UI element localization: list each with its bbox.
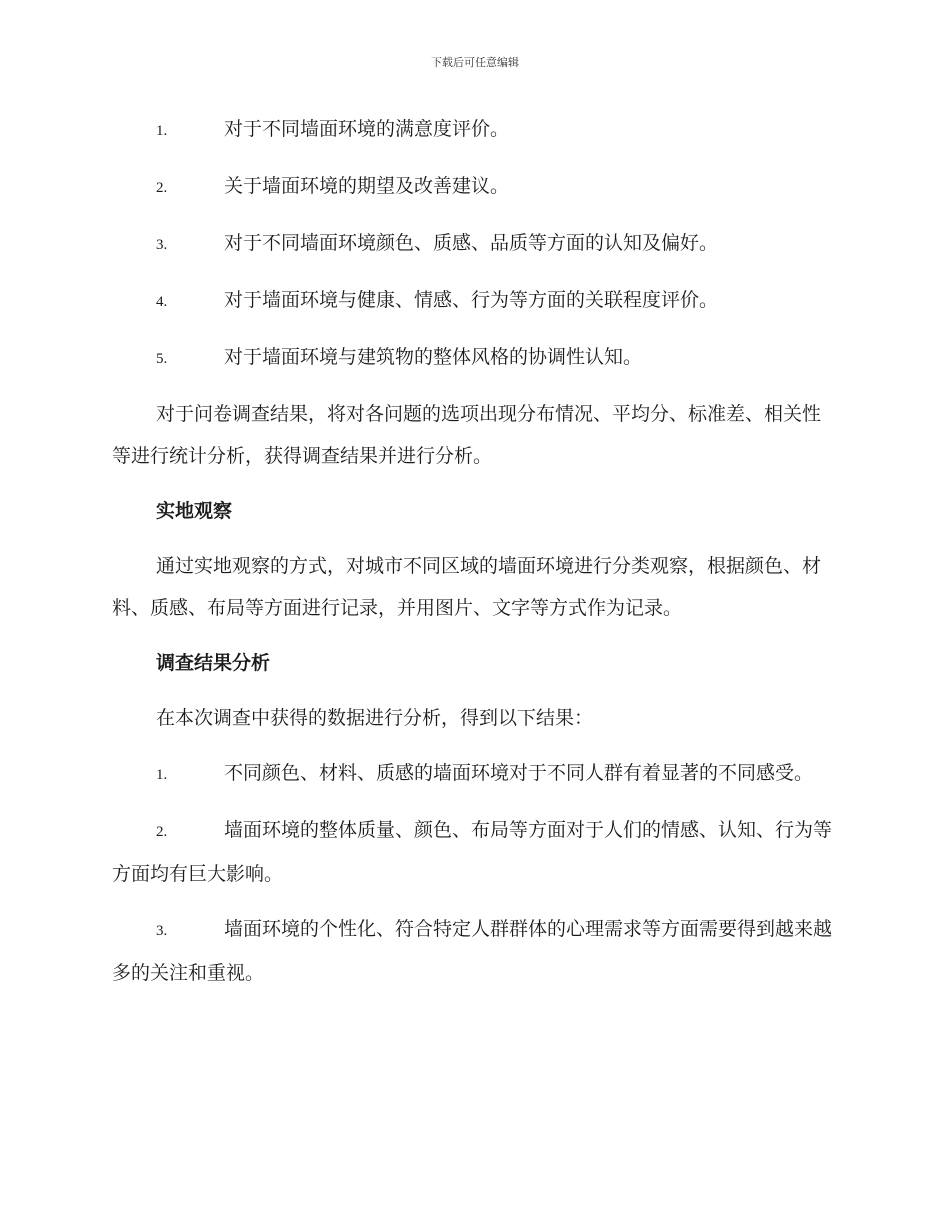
paragraph-survey-analysis: 对于问卷调查结果，将对各问题的选项出现分布情况、平均分、标准差、相关性等进行统计分析，获得调查结果并进行分析。 [112, 403, 822, 467]
list-text: 对于不同墙面环境的满意度评价。 [224, 118, 510, 140]
list-number: 2. [156, 180, 168, 196]
list-item [112, 165, 834, 209]
list-number: 5. [156, 351, 168, 367]
list-text: 对于墙面环境与建筑物的整体风格的协调性认知。 [224, 346, 643, 368]
list-item [112, 108, 834, 152]
document-body [112, 108, 834, 1007]
list-text: 墙面环境的整体质量、颜色、布局等方面对于人们的情感、认知、行为等方面均有巨大影响。 [112, 819, 833, 885]
list-item [112, 336, 834, 380]
list-text: 对于墙面环境与健康、情感、行为等方面的关联程度评价。 [224, 289, 719, 311]
paragraph-field-observation: 通过实地观察的方式，对城市不同区域的墙面环境进行分类观察，根据颜色、材料、质感、布局等方面进行记录，并用图片、文字等方式作为记录。 [112, 555, 822, 619]
list-text: 不同颜色、材料、质感的墙面环境对于不同人群有着显著的不同感受。 [224, 762, 814, 784]
list-item [112, 279, 834, 323]
paragraph-results-intro: 在本次调查中获得的数据进行分析，得到以下结果： [156, 707, 594, 729]
list-number: 3. [156, 237, 168, 253]
section-heading-results: 调查结果分析 [156, 652, 271, 674]
page-header: 下载后可任意编辑 [431, 56, 519, 69]
list-number: 4. [156, 294, 168, 310]
list-item [112, 752, 834, 796]
list-text: 墙面环境的个性化、符合特定人群群体的心理需求等方面需要得到越来越多的关注和重视。 [112, 918, 833, 984]
list-number: 2. [156, 824, 168, 840]
section-heading-field-observation: 实地观察 [156, 500, 233, 522]
list-text: 关于墙面环境的期望及改善建议。 [224, 175, 510, 197]
list-item [112, 222, 834, 266]
list-number: 1. [156, 123, 168, 139]
list-number: 3. [156, 923, 168, 939]
list-number: 1. [156, 767, 168, 783]
list-item [112, 809, 834, 895]
list-text: 对于不同墙面环境颜色、质感、品质等方面的认知及偏好。 [224, 232, 719, 254]
list-item [112, 908, 834, 994]
